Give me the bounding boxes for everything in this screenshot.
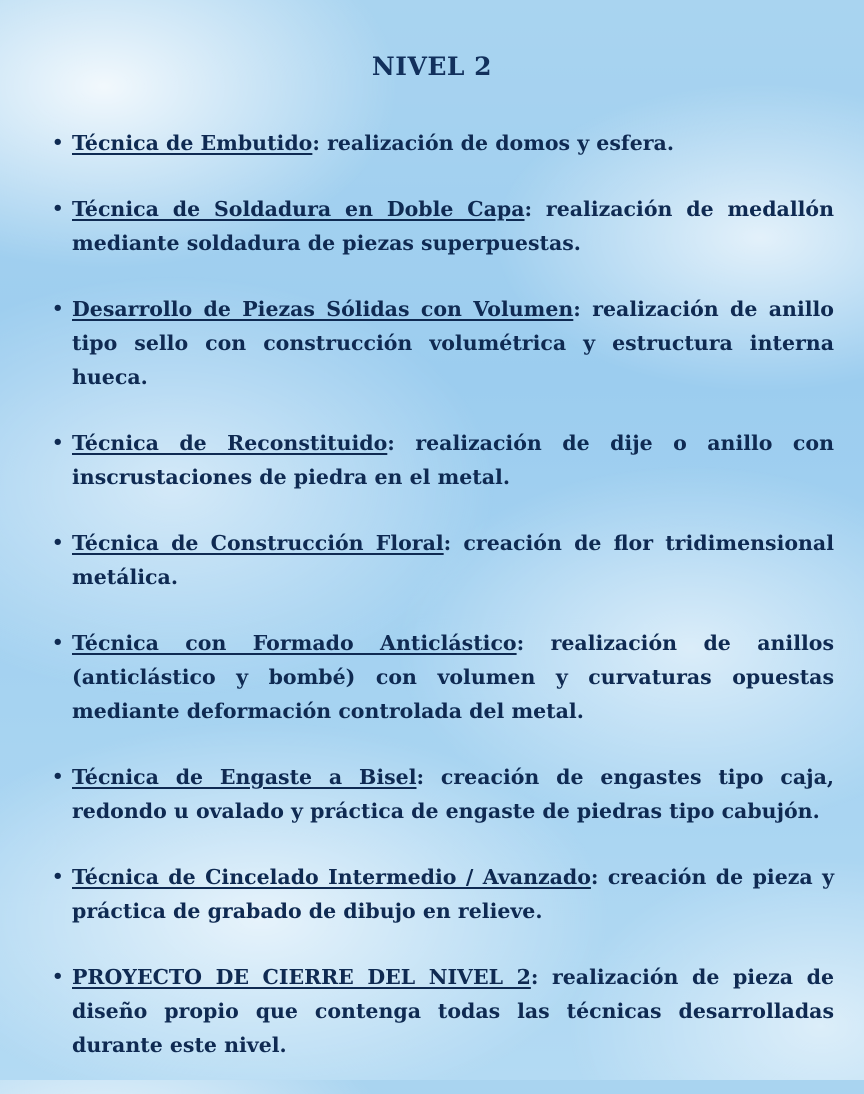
bullet-icon: • — [52, 866, 64, 887]
page-title: NIVEL 2 — [371, 52, 493, 81]
list-item — [52, 626, 834, 728]
item-term: PROYECTO DE CIERRE DEL NIVEL 2 — [72, 965, 531, 989]
list-item — [52, 292, 834, 394]
item-description: : creación de flor tridimensional metálica. — [72, 531, 835, 589]
item-term: Técnica de Construcción Floral — [72, 531, 444, 555]
list-item — [52, 860, 834, 928]
bullet-icon: • — [52, 632, 64, 653]
item-term: Desarrollo de Piezas Sólidas con Volumen — [72, 297, 574, 321]
item-term: Técnica de Engaste a Bisel — [72, 765, 417, 789]
item-description: : realización de medallón mediante soldadura de piezas superpuestas. — [72, 197, 834, 255]
item-description: : realización de domos y esfera. — [312, 131, 674, 155]
list-item — [52, 126, 834, 160]
item-description: : realización de anillo tipo sello con construcción volumétrica y estructura interna hueca. — [72, 297, 834, 389]
list-item — [52, 960, 834, 1062]
bullet-icon: • — [52, 432, 64, 453]
bullet-icon: • — [52, 198, 64, 219]
bullet-icon: • — [52, 766, 64, 787]
list-item — [52, 192, 834, 260]
item-description: : creación de pieza y práctica de grabado de dibujo en relieve. — [72, 865, 834, 923]
item-description: : realización de dije o anillo con inscrustaciones de piedra en el metal. — [72, 431, 834, 489]
item-term: Técnica con Formado Anticlástico — [72, 631, 517, 655]
list-item — [52, 526, 834, 594]
list-item — [52, 426, 834, 494]
item-description: : creación de engastes tipo caja, redondo u ovalado y práctica de engaste de piedras tipo cabujón. — [72, 765, 834, 823]
bullet-icon: • — [52, 966, 64, 987]
item-description: : realización de anillos (anticlástico y bombé) con volumen y curvaturas opuestas mediante deformación controlada del metal. — [72, 631, 834, 723]
item-term: Técnica de Embutido — [72, 131, 313, 155]
list-item — [52, 760, 834, 828]
item-term: Técnica de Soldadura en Doble Capa — [72, 197, 525, 221]
bullet-icon: • — [52, 532, 64, 553]
item-description: : realización de pieza de diseño propio que contenga todas las técnicas desarrolladas durante este nivel. — [72, 965, 834, 1057]
bullet-icon: • — [52, 298, 64, 319]
bullet-icon: • — [52, 132, 64, 153]
item-term: Técnica de Reconstituido — [72, 431, 388, 455]
item-term: Técnica de Cincelado Intermedio / Avanzado — [72, 865, 591, 889]
technique-list — [52, 126, 834, 1094]
